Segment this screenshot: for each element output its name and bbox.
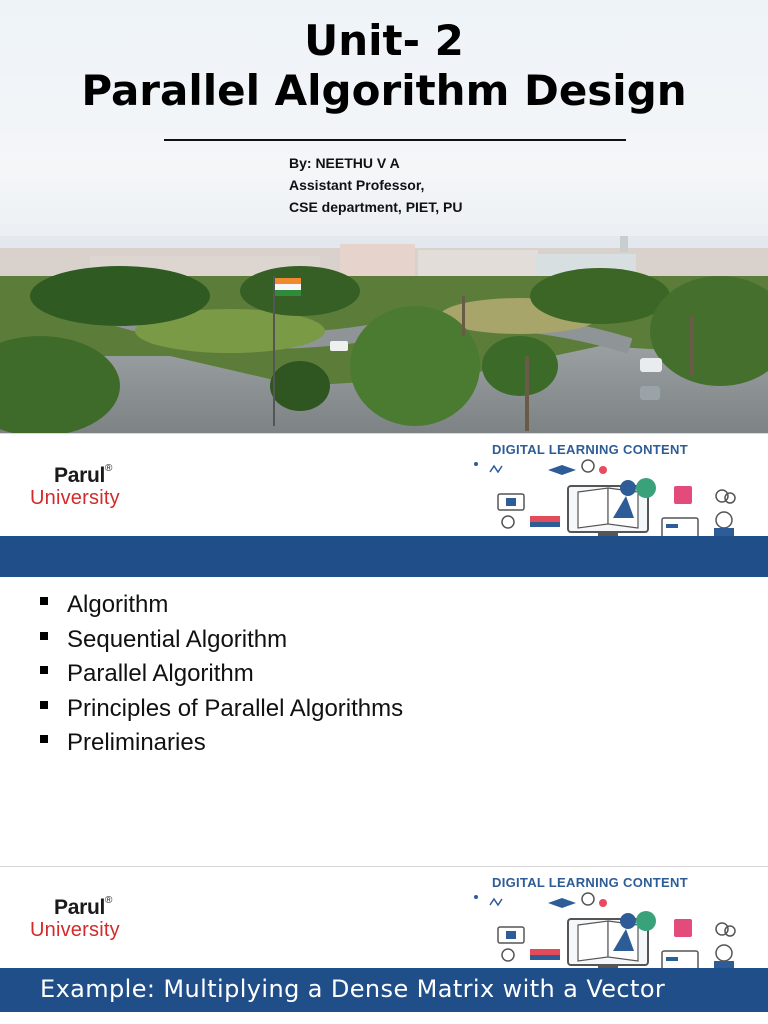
bullet-square-icon <box>40 597 48 605</box>
bullet-square-icon <box>40 735 48 743</box>
logo-university: University <box>30 487 120 509</box>
parul-university-logo <box>30 893 120 941</box>
author-role: Assistant Professor, <box>289 177 425 193</box>
logo-parul: Parul® <box>54 895 113 919</box>
campus-photo <box>0 236 768 433</box>
list-item: Preliminaries <box>40 726 403 761</box>
bullet-square-icon <box>40 632 48 640</box>
slide3-header <box>0 866 768 966</box>
author-block <box>289 152 462 218</box>
list-item: Parallel Algorithm <box>40 657 403 692</box>
slide2-title-bar <box>0 536 768 577</box>
parul-university-logo <box>30 461 120 509</box>
slide2-header <box>0 433 768 531</box>
topic-list <box>40 588 403 761</box>
author-dept: CSE department, PIET, PU <box>289 199 463 215</box>
digital-learning-illustration <box>468 458 758 538</box>
slide3-title: Example: Multiplying a Dense Matrix with a Vector <box>40 975 666 1003</box>
slide-title-topic: Parallel Algorithm Design <box>81 66 687 115</box>
author-name: By: NEETHU V A <box>289 155 400 171</box>
title-divider <box>164 139 626 141</box>
bullet-square-icon <box>40 701 48 709</box>
list-item: Principles of Parallel Algorithms <box>40 692 403 727</box>
title-slide <box>0 0 768 433</box>
slide-title-unit: Unit- 2 <box>304 16 464 65</box>
logo-parul: Parul® <box>54 463 113 487</box>
logo-university: University <box>30 919 120 941</box>
dlc-title: DIGITAL LEARNING CONTENT <box>492 442 688 457</box>
digital-learning-illustration <box>468 891 758 971</box>
list-item: Sequential Algorithm <box>40 623 403 658</box>
bullet-square-icon <box>40 666 48 674</box>
dlc-title: DIGITAL LEARNING CONTENT <box>492 875 688 890</box>
list-item: Algorithm <box>40 588 403 623</box>
